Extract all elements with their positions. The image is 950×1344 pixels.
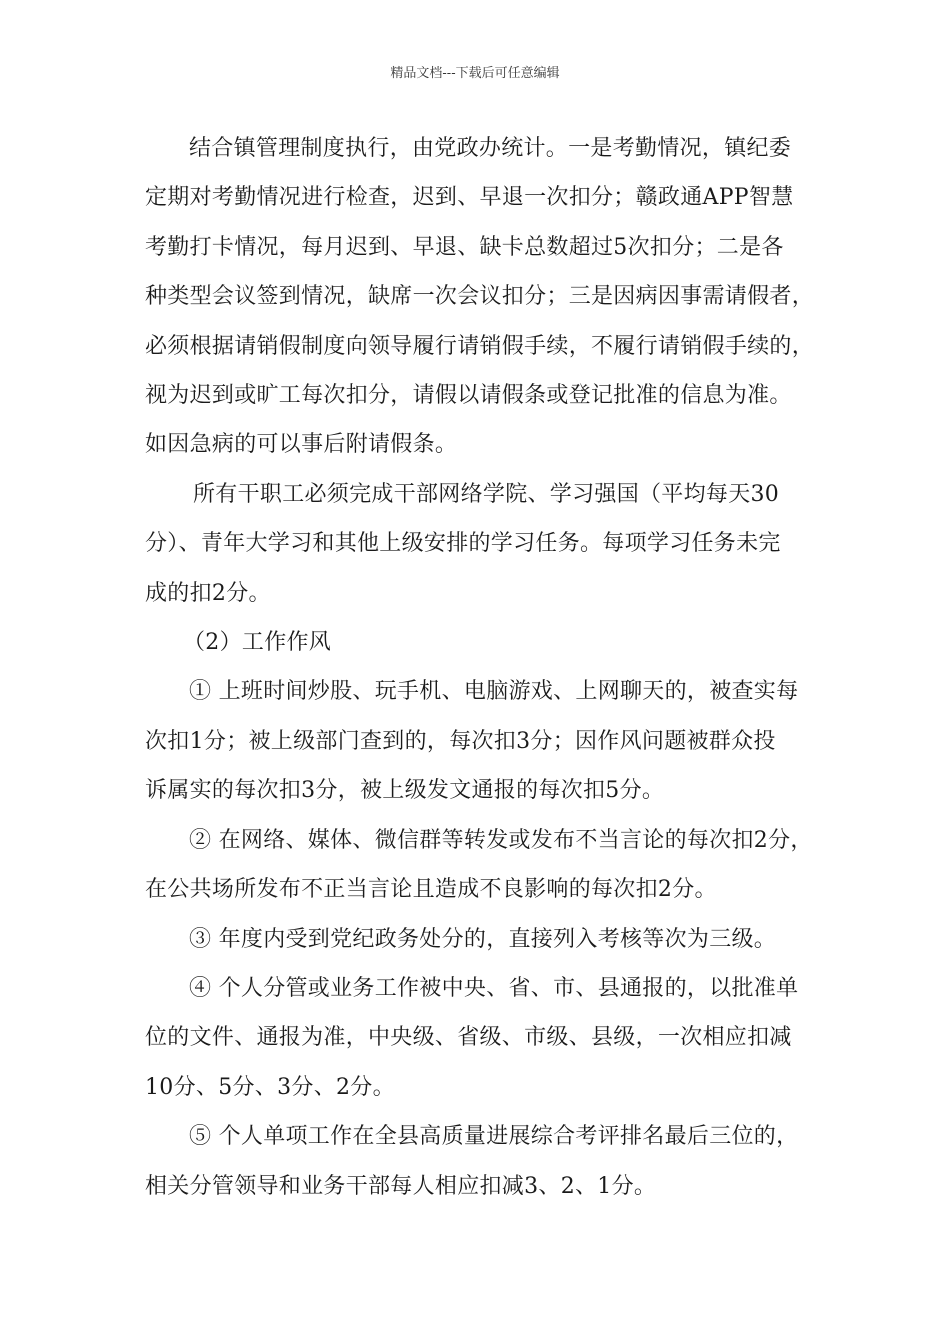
text-line: 视为迟到或旷工每次扣分，请假以请假条或登记批准的信息为准。: [145, 383, 792, 409]
text-line: ⑤ 个人单项工作在全县高质量进展综合考评排名最后三位的，: [189, 1124, 799, 1150]
text-line: ② 在网络、媒体、微信群等转发或发布不当言论的每次扣2分，: [189, 827, 813, 853]
text-line: 定期对考勤情况进行检查，迟到、早退一次扣分；赣政通APP智慧: [145, 185, 794, 211]
text-line: 诉属实的每次扣3分，被上级发文通报的每次扣5分。: [145, 778, 665, 804]
text-line: （2）工作作风: [183, 630, 332, 656]
text-line: 考勤打卡情况，每月迟到、早退、缺卡总数超过5次扣分；二是各: [145, 234, 784, 260]
text-line: 结合镇管理制度执行，由党政办统计。一是考勤情况，镇纪委: [189, 136, 792, 161]
item-1: [145, 667, 815, 815]
text-line: ④ 个人分管或业务工作被中央、省、市、县通报的，以批准单: [189, 975, 799, 1001]
text-line: 必须根据请销假制度向领导履行请销假手续，不履行请销假手续的，: [145, 333, 815, 359]
text-line: 位的文件、通报为准，中央级、省级、市级、县级，一次相应扣减: [145, 1025, 792, 1051]
page-header: 精品文档---下载后可任意编辑: [390, 66, 560, 81]
text-line: 次扣1分；被上级部门查到的，每次扣3分；因作风问题被群众投: [145, 728, 776, 754]
paragraph-study-tasks: [145, 470, 815, 618]
section-heading-work-style: [145, 618, 815, 667]
text-line: 分）、青年大学习和其他上级安排的学习任务。每项学习任务未完: [145, 531, 781, 557]
item-3: [145, 915, 815, 964]
text-line: 成的扣2分。: [145, 580, 271, 606]
text-line: ① 上班时间炒股、玩手机、电脑游戏、上网聊天的，被查实每: [189, 679, 799, 705]
item-2: [145, 816, 815, 915]
text-line: 如因急病的可以事后附请假条。: [145, 432, 458, 458]
text-line: 种类型会议签到情况，缺席一次会议扣分；三是因病因事需请假者，: [145, 284, 815, 310]
text-line: 所有干职工必须完成干部网络学院、学习强国（平均每天30: [193, 481, 780, 507]
paragraph-attendance: [145, 124, 815, 470]
text-line: 10分、5分、3分、2分。: [145, 1074, 395, 1100]
text-line: 相关分管领导和业务干部每人相应扣减3、2、1分。: [145, 1173, 657, 1199]
item-5: [145, 1112, 815, 1211]
text-line: 在公共场所发布不正当言论且造成不良影响的每次扣2分。: [145, 877, 717, 903]
item-4: [145, 964, 815, 1112]
text-line: ③ 年度内受到党纪政务处分的，直接列入考核等次为三级。: [189, 926, 777, 952]
document-body: [145, 124, 815, 1211]
